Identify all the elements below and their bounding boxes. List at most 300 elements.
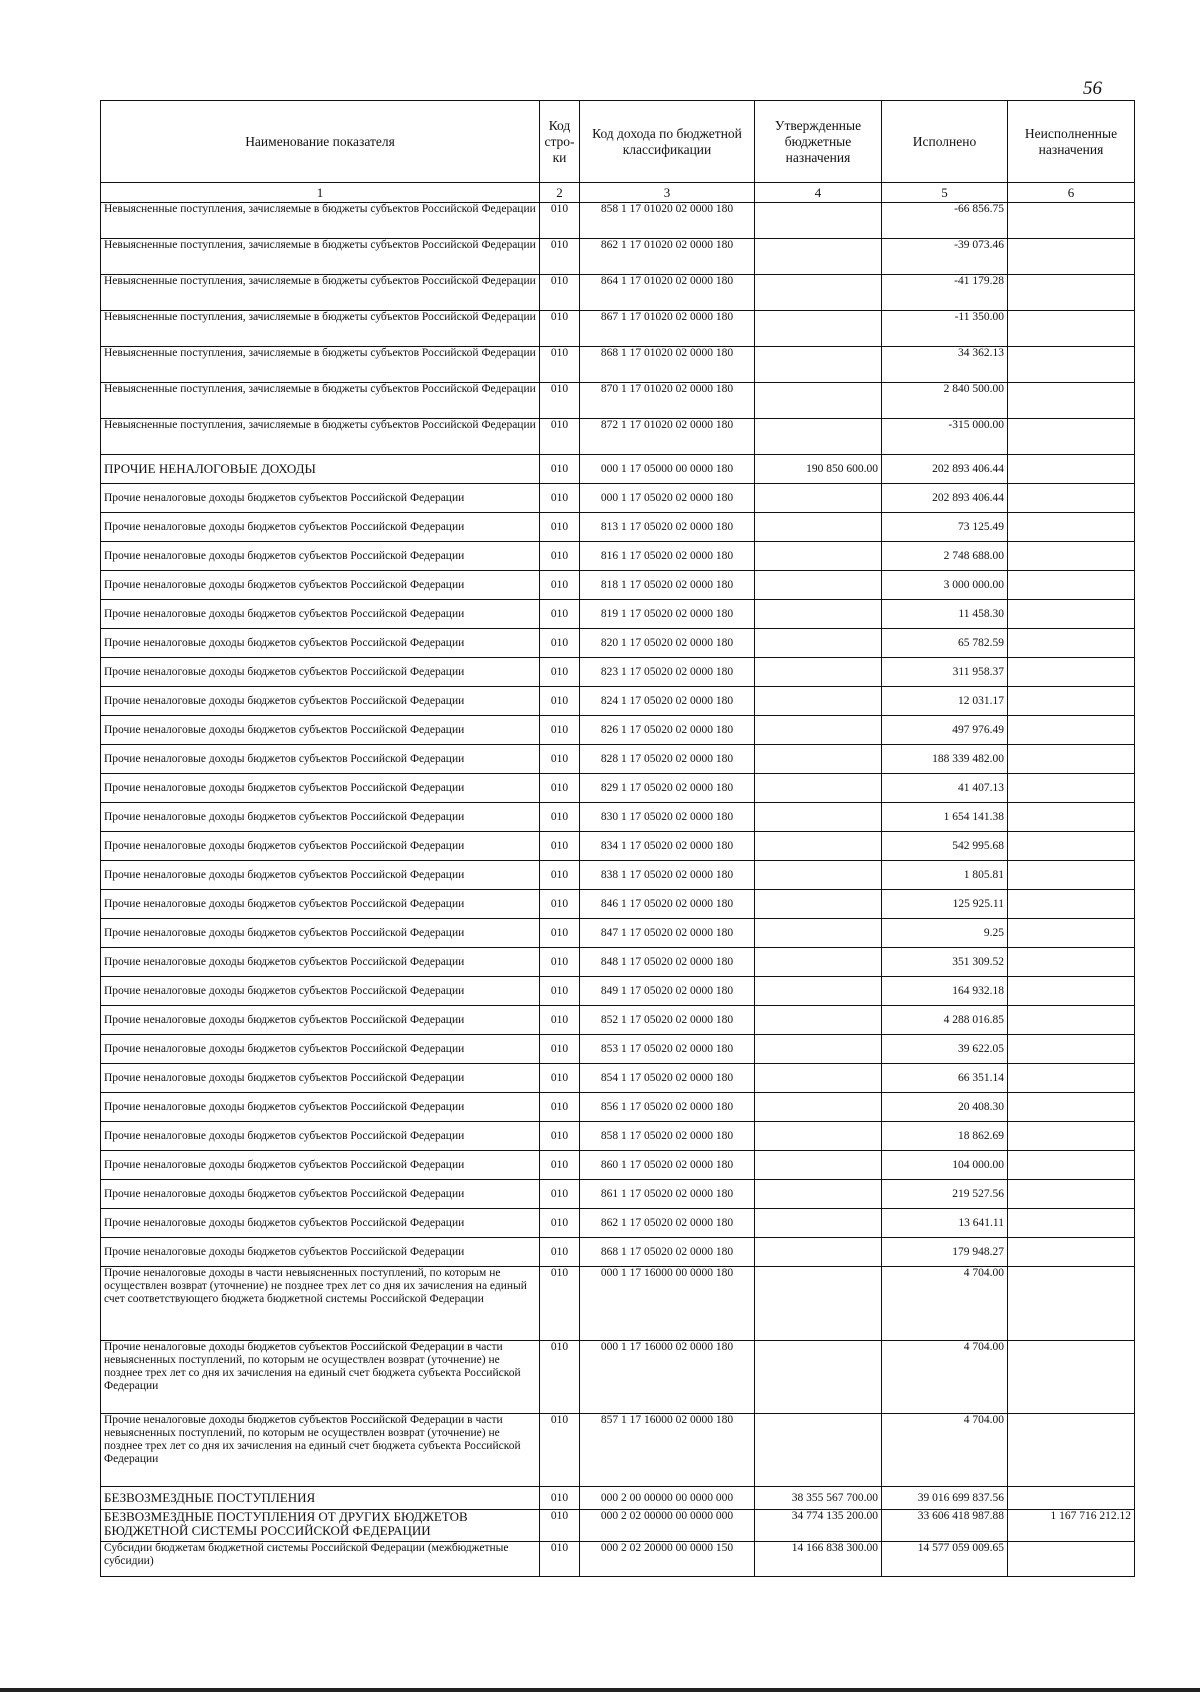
unexecuted-amount	[1008, 1487, 1135, 1510]
unexecuted-amount	[1008, 745, 1135, 774]
table-row	[101, 1542, 1135, 1577]
indicator-name: Прочие неналоговые доходы в части невыясненных поступлений, по которым не осуществлен возврат (уточнение) не позднее трех лет со дня их зачисления на единый счет соответствующего бюджета бюджетной системы Российской Федерации	[101, 1267, 540, 1341]
executed-amount: 13 641.11	[882, 1209, 1008, 1238]
unexecuted-amount	[1008, 687, 1135, 716]
executed-amount: 1 654 141.38	[882, 803, 1008, 832]
indicator-name: Прочие неналоговые доходы бюджетов субъектов Российской Федерации в части невыясненных поступлений, по которым не осуществлен возврат (уточнение) не позднее трех лет со дня их зачисления на единый счет бюджета субъекта Российской Федерации	[101, 1341, 540, 1414]
table-row	[101, 1209, 1135, 1238]
unexecuted-amount	[1008, 542, 1135, 571]
approved-amount	[755, 774, 882, 803]
table-row	[101, 745, 1135, 774]
executed-amount: 41 407.13	[882, 774, 1008, 803]
indicator-name: Прочие неналоговые доходы бюджетов субъектов Российской Федерации	[101, 919, 540, 948]
row-code: 010	[540, 1035, 580, 1064]
row-code: 010	[540, 1180, 580, 1209]
indicator-name: Прочие неналоговые доходы бюджетов субъектов Российской Федерации	[101, 716, 540, 745]
indicator-name: Невыясненные поступления, зачисляемые в бюджеты субъектов Российской Федерации	[101, 203, 540, 239]
indicator-name: Прочие неналоговые доходы бюджетов субъектов Российской Федерации	[101, 832, 540, 861]
executed-amount: 4 288 016.85	[882, 1006, 1008, 1035]
income-code: 870 1 17 01020 02 0000 180	[580, 383, 755, 419]
approved-amount	[755, 803, 882, 832]
table-row	[101, 1487, 1135, 1510]
unexecuted-amount	[1008, 977, 1135, 1006]
indicator-name: Невыясненные поступления, зачисляемые в бюджеты субъектов Российской Федерации	[101, 383, 540, 419]
indicator-name: Прочие неналоговые доходы бюджетов субъектов Российской Федерации в части невыясненных поступлений, по которым не осуществлен возврат (уточнение) не позднее трех лет со дня их зачисления на единый счет бюджета субъекта Российской Федерации	[101, 1414, 540, 1487]
unexecuted-amount	[1008, 716, 1135, 745]
indicator-name: Прочие неналоговые доходы бюджетов субъектов Российской Федерации	[101, 600, 540, 629]
executed-amount: 104 000.00	[882, 1151, 1008, 1180]
table-row	[101, 347, 1135, 383]
income-code: 819 1 17 05020 02 0000 180	[580, 600, 755, 629]
income-code: 862 1 17 05020 02 0000 180	[580, 1209, 755, 1238]
indicator-name: Прочие неналоговые доходы бюджетов субъектов Российской Федерации	[101, 542, 540, 571]
row-code: 010	[540, 203, 580, 239]
unexecuted-amount	[1008, 419, 1135, 455]
table-row	[101, 513, 1135, 542]
income-code: 829 1 17 05020 02 0000 180	[580, 774, 755, 803]
table-row	[101, 1006, 1135, 1035]
table-row	[101, 687, 1135, 716]
indicator-name: Прочие неналоговые доходы бюджетов субъектов Российской Федерации	[101, 1209, 540, 1238]
approved-amount	[755, 1209, 882, 1238]
row-code: 010	[540, 1209, 580, 1238]
row-code: 010	[540, 1093, 580, 1122]
indicator-name: Невыясненные поступления, зачисляемые в бюджеты субъектов Российской Федерации	[101, 239, 540, 275]
income-code: 000 2 02 20000 00 0000 150	[580, 1542, 755, 1577]
indicator-name: Невыясненные поступления, зачисляемые в бюджеты субъектов Российской Федерации	[101, 419, 540, 455]
header-approved: Утвержденные бюджетные назначения	[755, 101, 882, 183]
executed-amount: 2 748 688.00	[882, 542, 1008, 571]
table-row	[101, 1414, 1135, 1487]
income-code: 820 1 17 05020 02 0000 180	[580, 629, 755, 658]
approved-amount	[755, 600, 882, 629]
executed-amount: 202 893 406.44	[882, 455, 1008, 484]
row-code: 010	[540, 275, 580, 311]
table-row	[101, 1093, 1135, 1122]
row-code: 010	[540, 239, 580, 275]
income-code: 000 1 17 16000 02 0000 180	[580, 1341, 755, 1414]
executed-amount: 179 948.27	[882, 1238, 1008, 1267]
indicator-name: Прочие неналоговые доходы бюджетов субъектов Российской Федерации	[101, 1035, 540, 1064]
indicator-name: Прочие неналоговые доходы бюджетов субъектов Российской Федерации	[101, 1151, 540, 1180]
income-code: 868 1 17 05020 02 0000 180	[580, 1238, 755, 1267]
indicator-name: Прочие неналоговые доходы бюджетов субъектов Российской Федерации	[101, 745, 540, 774]
row-code: 010	[540, 484, 580, 513]
unexecuted-amount	[1008, 1209, 1135, 1238]
unexecuted-amount	[1008, 1064, 1135, 1093]
row-code: 010	[540, 948, 580, 977]
executed-amount: 4 704.00	[882, 1341, 1008, 1414]
indicator-name: Прочие неналоговые доходы бюджетов субъектов Российской Федерации	[101, 948, 540, 977]
page-bottom-edge	[0, 1688, 1200, 1692]
unexecuted-amount	[1008, 774, 1135, 803]
row-code: 010	[540, 1487, 580, 1510]
approved-amount	[755, 311, 882, 347]
row-code: 010	[540, 629, 580, 658]
income-code: 854 1 17 05020 02 0000 180	[580, 1064, 755, 1093]
unexecuted-amount	[1008, 239, 1135, 275]
income-code: 856 1 17 05020 02 0000 180	[580, 1093, 755, 1122]
indicator-name: Прочие неналоговые доходы бюджетов субъектов Российской Федерации	[101, 571, 540, 600]
approved-amount	[755, 383, 882, 419]
approved-amount	[755, 1064, 882, 1093]
approved-amount	[755, 861, 882, 890]
income-code: 824 1 17 05020 02 0000 180	[580, 687, 755, 716]
indicator-name: Прочие неналоговые доходы бюджетов субъектов Российской Федерации	[101, 658, 540, 687]
unexecuted-amount	[1008, 1151, 1135, 1180]
unexecuted-amount	[1008, 571, 1135, 600]
unexecuted-amount	[1008, 1035, 1135, 1064]
income-code: 872 1 17 01020 02 0000 180	[580, 419, 755, 455]
row-code: 010	[540, 513, 580, 542]
approved-amount	[755, 1093, 882, 1122]
indicator-name: БЕЗВОЗМЕЗДНЫЕ ПОСТУПЛЕНИЯ	[101, 1487, 540, 1510]
executed-amount: 542 995.68	[882, 832, 1008, 861]
approved-amount: 14 166 838 300.00	[755, 1542, 882, 1577]
header-number: 6	[1008, 183, 1135, 203]
table-row	[101, 629, 1135, 658]
unexecuted-amount	[1008, 803, 1135, 832]
table-row	[101, 1510, 1135, 1542]
table-row	[101, 239, 1135, 275]
executed-amount: 202 893 406.44	[882, 484, 1008, 513]
row-code: 010	[540, 1267, 580, 1341]
unexecuted-amount	[1008, 658, 1135, 687]
approved-amount	[755, 1414, 882, 1487]
executed-amount: 12 031.17	[882, 687, 1008, 716]
unexecuted-amount	[1008, 629, 1135, 658]
executed-amount: 65 782.59	[882, 629, 1008, 658]
unexecuted-amount	[1008, 311, 1135, 347]
executed-amount: 497 976.49	[882, 716, 1008, 745]
table-row	[101, 1180, 1135, 1209]
indicator-name: Прочие неналоговые доходы бюджетов субъектов Российской Федерации	[101, 774, 540, 803]
row-code: 010	[540, 571, 580, 600]
indicator-name: Невыясненные поступления, зачисляемые в бюджеты субъектов Российской Федерации	[101, 275, 540, 311]
indicator-name: Прочие неналоговые доходы бюджетов субъектов Российской Федерации	[101, 513, 540, 542]
header-number-row	[101, 183, 1135, 203]
header-number: 5	[882, 183, 1008, 203]
executed-amount: 1 805.81	[882, 861, 1008, 890]
unexecuted-amount	[1008, 1267, 1135, 1341]
table-row	[101, 1238, 1135, 1267]
table-row	[101, 977, 1135, 1006]
unexecuted-amount	[1008, 890, 1135, 919]
executed-amount: 18 862.69	[882, 1122, 1008, 1151]
approved-amount	[755, 977, 882, 1006]
income-code: 852 1 17 05020 02 0000 180	[580, 1006, 755, 1035]
table-row	[101, 861, 1135, 890]
row-code: 010	[540, 1510, 580, 1542]
table-row	[101, 571, 1135, 600]
table-row	[101, 542, 1135, 571]
table-row	[101, 203, 1135, 239]
approved-amount	[755, 1238, 882, 1267]
table-row	[101, 419, 1135, 455]
executed-amount: 39 016 699 837.56	[882, 1487, 1008, 1510]
executed-amount: 39 622.05	[882, 1035, 1008, 1064]
executed-amount: -41 179.28	[882, 275, 1008, 311]
executed-amount: 66 351.14	[882, 1064, 1008, 1093]
header-number: 4	[755, 183, 882, 203]
approved-amount	[755, 1122, 882, 1151]
row-code: 010	[540, 311, 580, 347]
income-code: 000 2 00 00000 00 0000 000	[580, 1487, 755, 1510]
indicator-name: БЕЗВОЗМЕЗДНЫЕ ПОСТУПЛЕНИЯ ОТ ДРУГИХ БЮДЖЕТОВ БЮДЖЕТНОЙ СИСТЕМЫ РОССИЙСКОЙ ФЕДЕРАЦИИ	[101, 1510, 540, 1542]
executed-amount: 2 840 500.00	[882, 383, 1008, 419]
page-number: 56	[1083, 78, 1102, 99]
income-code: 847 1 17 05020 02 0000 180	[580, 919, 755, 948]
approved-amount	[755, 716, 882, 745]
approved-amount	[755, 919, 882, 948]
executed-amount: 219 527.56	[882, 1180, 1008, 1209]
unexecuted-amount	[1008, 1542, 1135, 1577]
unexecuted-amount	[1008, 513, 1135, 542]
unexecuted-amount: 1 167 716 212.12	[1008, 1510, 1135, 1542]
table-row	[101, 716, 1135, 745]
indicator-name: Прочие неналоговые доходы бюджетов субъектов Российской Федерации	[101, 861, 540, 890]
table-row	[101, 803, 1135, 832]
table-row	[101, 383, 1135, 419]
row-code: 010	[540, 832, 580, 861]
income-code: 834 1 17 05020 02 0000 180	[580, 832, 755, 861]
unexecuted-amount	[1008, 861, 1135, 890]
income-code: 858 1 17 05020 02 0000 180	[580, 1122, 755, 1151]
table-row	[101, 1064, 1135, 1093]
table-row	[101, 1341, 1135, 1414]
indicator-name: Прочие неналоговые доходы бюджетов субъектов Российской Федерации	[101, 890, 540, 919]
income-code: 857 1 17 16000 02 0000 180	[580, 1414, 755, 1487]
row-code: 010	[540, 977, 580, 1006]
approved-amount	[755, 419, 882, 455]
executed-amount: 33 606 418 987.88	[882, 1510, 1008, 1542]
executed-amount: 14 577 059 009.65	[882, 1542, 1008, 1577]
row-code: 010	[540, 455, 580, 484]
row-code: 010	[540, 347, 580, 383]
indicator-name: Прочие неналоговые доходы бюджетов субъектов Российской Федерации	[101, 1180, 540, 1209]
unexecuted-amount	[1008, 347, 1135, 383]
table-row	[101, 1035, 1135, 1064]
approved-amount	[755, 484, 882, 513]
row-code: 010	[540, 1122, 580, 1151]
approved-amount	[755, 1180, 882, 1209]
table-row	[101, 832, 1135, 861]
indicator-name: ПРОЧИЕ НЕНАЛОГОВЫЕ ДОХОДЫ	[101, 455, 540, 484]
table-row	[101, 658, 1135, 687]
row-code: 010	[540, 861, 580, 890]
executed-amount: 188 339 482.00	[882, 745, 1008, 774]
header-row	[101, 101, 1135, 183]
header-number: 2	[540, 183, 580, 203]
indicator-name: Прочие неналоговые доходы бюджетов субъектов Российской Федерации	[101, 1238, 540, 1267]
income-code: 838 1 17 05020 02 0000 180	[580, 861, 755, 890]
executed-amount: 351 309.52	[882, 948, 1008, 977]
indicator-name: Прочие неналоговые доходы бюджетов субъектов Российской Федерации	[101, 1064, 540, 1093]
table-row	[101, 455, 1135, 484]
approved-amount	[755, 513, 882, 542]
header-number: 3	[580, 183, 755, 203]
row-code: 010	[540, 1151, 580, 1180]
table-row	[101, 948, 1135, 977]
unexecuted-amount	[1008, 203, 1135, 239]
executed-amount: 311 958.37	[882, 658, 1008, 687]
header-number: 1	[101, 183, 540, 203]
approved-amount	[755, 203, 882, 239]
row-code: 010	[540, 890, 580, 919]
executed-amount: 3 000 000.00	[882, 571, 1008, 600]
header-unexecuted: Неисполненные назначения	[1008, 101, 1135, 183]
unexecuted-amount	[1008, 919, 1135, 948]
income-code: 000 1 17 05020 02 0000 180	[580, 484, 755, 513]
income-code: 000 2 02 00000 00 0000 000	[580, 1510, 755, 1542]
row-code: 010	[540, 716, 580, 745]
indicator-name: Прочие неналоговые доходы бюджетов субъектов Российской Федерации	[101, 977, 540, 1006]
approved-amount	[755, 347, 882, 383]
income-code: 849 1 17 05020 02 0000 180	[580, 977, 755, 1006]
table-row	[101, 484, 1135, 513]
executed-amount: -66 856.75	[882, 203, 1008, 239]
approved-amount	[755, 571, 882, 600]
executed-amount: 34 362.13	[882, 347, 1008, 383]
row-code: 010	[540, 542, 580, 571]
approved-amount	[755, 1341, 882, 1414]
indicator-name: Субсидии бюджетам бюджетной системы Российской Федерации (межбюджетные субсидии)	[101, 1542, 540, 1577]
table-row	[101, 774, 1135, 803]
row-code: 010	[540, 658, 580, 687]
approved-amount: 38 355 567 700.00	[755, 1487, 882, 1510]
approved-amount: 34 774 135 200.00	[755, 1510, 882, 1542]
indicator-name: Прочие неналоговые доходы бюджетов субъектов Российской Федерации	[101, 1093, 540, 1122]
header-income-code: Код дохода по бюджетной классификации	[580, 101, 755, 183]
row-code: 010	[540, 687, 580, 716]
income-code: 860 1 17 05020 02 0000 180	[580, 1151, 755, 1180]
row-code: 010	[540, 1064, 580, 1093]
header-row-code: Код стро-ки	[540, 101, 580, 183]
income-code: 846 1 17 05020 02 0000 180	[580, 890, 755, 919]
approved-amount	[755, 1035, 882, 1064]
unexecuted-amount	[1008, 832, 1135, 861]
unexecuted-amount	[1008, 383, 1135, 419]
executed-amount: -11 350.00	[882, 311, 1008, 347]
header-executed: Исполнено	[882, 101, 1008, 183]
executed-amount: 4 704.00	[882, 1267, 1008, 1341]
income-code: 853 1 17 05020 02 0000 180	[580, 1035, 755, 1064]
row-code: 010	[540, 419, 580, 455]
table-row	[101, 1122, 1135, 1151]
income-code: 818 1 17 05020 02 0000 180	[580, 571, 755, 600]
executed-amount: 4 704.00	[882, 1414, 1008, 1487]
executed-amount: 125 925.11	[882, 890, 1008, 919]
indicator-name: Невыясненные поступления, зачисляемые в бюджеты субъектов Российской Федерации	[101, 311, 540, 347]
income-code: 861 1 17 05020 02 0000 180	[580, 1180, 755, 1209]
indicator-name: Прочие неналоговые доходы бюджетов субъектов Российской Федерации	[101, 1006, 540, 1035]
approved-amount	[755, 1006, 882, 1035]
income-code: 823 1 17 05020 02 0000 180	[580, 658, 755, 687]
table-row	[101, 1151, 1135, 1180]
approved-amount	[755, 890, 882, 919]
income-code: 864 1 17 01020 02 0000 180	[580, 275, 755, 311]
executed-amount: 9.25	[882, 919, 1008, 948]
table-row	[101, 311, 1135, 347]
unexecuted-amount	[1008, 1414, 1135, 1487]
income-code: 868 1 17 01020 02 0000 180	[580, 347, 755, 383]
unexecuted-amount	[1008, 1238, 1135, 1267]
row-code: 010	[540, 774, 580, 803]
unexecuted-amount	[1008, 484, 1135, 513]
income-code: 000 1 17 05000 00 0000 180	[580, 455, 755, 484]
table-row	[101, 600, 1135, 629]
row-code: 010	[540, 1542, 580, 1577]
row-code: 010	[540, 1006, 580, 1035]
row-code: 010	[540, 745, 580, 774]
executed-amount: 11 458.30	[882, 600, 1008, 629]
executed-amount: -39 073.46	[882, 239, 1008, 275]
approved-amount	[755, 948, 882, 977]
income-code: 828 1 17 05020 02 0000 180	[580, 745, 755, 774]
approved-amount	[755, 1267, 882, 1341]
approved-amount	[755, 832, 882, 861]
income-code: 816 1 17 05020 02 0000 180	[580, 542, 755, 571]
executed-amount: 73 125.49	[882, 513, 1008, 542]
indicator-name: Прочие неналоговые доходы бюджетов субъектов Российской Федерации	[101, 803, 540, 832]
approved-amount	[755, 239, 882, 275]
unexecuted-amount	[1008, 455, 1135, 484]
approved-amount	[755, 687, 882, 716]
executed-amount: -315 000.00	[882, 419, 1008, 455]
table-row	[101, 1267, 1135, 1341]
income-code: 867 1 17 01020 02 0000 180	[580, 311, 755, 347]
income-code: 000 1 17 16000 00 0000 180	[580, 1267, 755, 1341]
table-row	[101, 275, 1135, 311]
row-code: 010	[540, 1238, 580, 1267]
executed-amount: 164 932.18	[882, 977, 1008, 1006]
row-code: 010	[540, 919, 580, 948]
unexecuted-amount	[1008, 1093, 1135, 1122]
row-code: 010	[540, 383, 580, 419]
income-code: 830 1 17 05020 02 0000 180	[580, 803, 755, 832]
indicator-name: Прочие неналоговые доходы бюджетов субъектов Российской Федерации	[101, 687, 540, 716]
header-indicator-name: Наименование показателя	[101, 101, 540, 183]
income-code: 826 1 17 05020 02 0000 180	[580, 716, 755, 745]
budget-execution-table	[100, 100, 1135, 1577]
approved-amount	[755, 745, 882, 774]
unexecuted-amount	[1008, 600, 1135, 629]
indicator-name: Невыясненные поступления, зачисляемые в бюджеты субъектов Российской Федерации	[101, 347, 540, 383]
income-code: 848 1 17 05020 02 0000 180	[580, 948, 755, 977]
executed-amount: 20 408.30	[882, 1093, 1008, 1122]
approved-amount: 190 850 600.00	[755, 455, 882, 484]
row-code: 010	[540, 803, 580, 832]
unexecuted-amount	[1008, 1180, 1135, 1209]
unexecuted-amount	[1008, 1122, 1135, 1151]
row-code: 010	[540, 1414, 580, 1487]
approved-amount	[755, 629, 882, 658]
approved-amount	[755, 275, 882, 311]
approved-amount	[755, 1151, 882, 1180]
unexecuted-amount	[1008, 948, 1135, 977]
unexecuted-amount	[1008, 1006, 1135, 1035]
row-code: 010	[540, 600, 580, 629]
indicator-name: Прочие неналоговые доходы бюджетов субъектов Российской Федерации	[101, 629, 540, 658]
table-row	[101, 890, 1135, 919]
indicator-name: Прочие неналоговые доходы бюджетов субъектов Российской Федерации	[101, 1122, 540, 1151]
unexecuted-amount	[1008, 275, 1135, 311]
income-code: 858 1 17 01020 02 0000 180	[580, 203, 755, 239]
table-row	[101, 919, 1135, 948]
unexecuted-amount	[1008, 1341, 1135, 1414]
row-code: 010	[540, 1341, 580, 1414]
income-code: 813 1 17 05020 02 0000 180	[580, 513, 755, 542]
